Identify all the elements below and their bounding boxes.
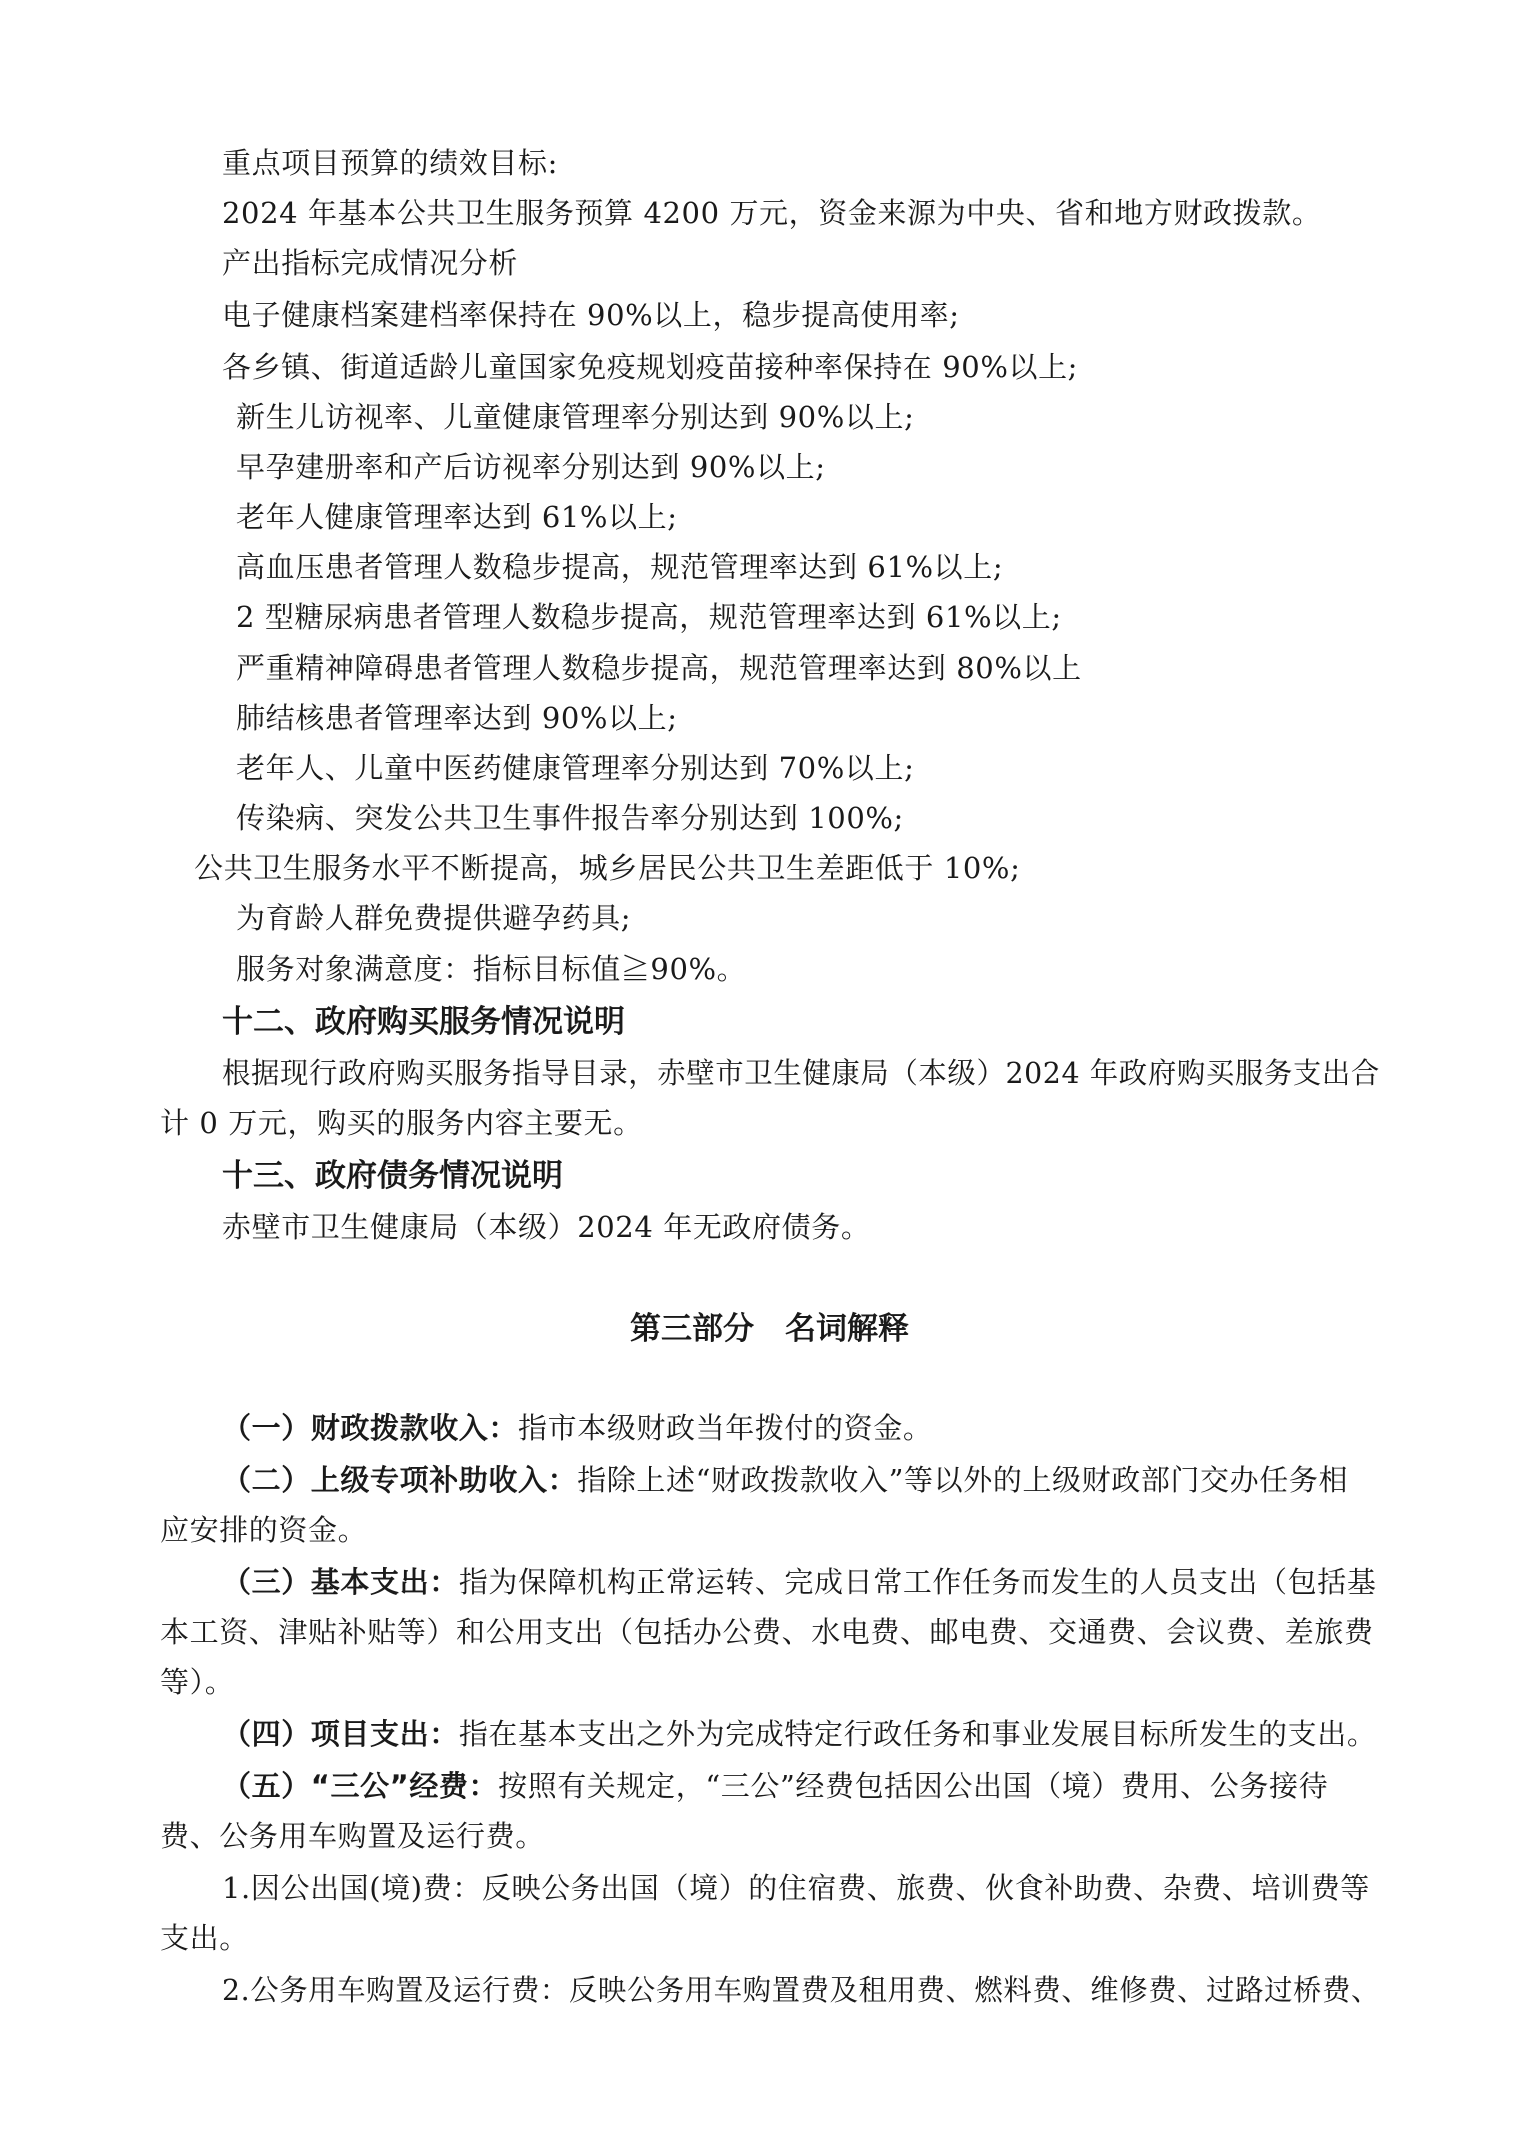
indicator-item: 严重精神障碍患者管理人数稳步提高，规范管理率达到 80%以上 (236, 651, 1082, 685)
term-definition: 指市本级财政当年拨付的资金。 (518, 1411, 933, 1445)
part-title: 第三部分 名词解释 (630, 1311, 909, 1347)
indicator-item: 老年人健康管理率达到 61%以上; (236, 500, 678, 534)
body-line: 等）。 (160, 1665, 235, 1699)
body-line: 费、公务用车购置及运行费。 (160, 1819, 545, 1853)
indicator-item: 各乡镇、街道适龄儿童国家免疫规划疫苗接种率保持在 90%以上; (222, 350, 1079, 384)
term-definition: 指除上述“财政拨款收入”等以外的上级财政部门交办任务相 (577, 1463, 1349, 1497)
term-label: （一）财政拨款收入： (222, 1411, 519, 1445)
indicator-item: 传染病、突发公共卫生事件报告率分别达到 100%; (236, 801, 904, 835)
output-analysis-title: 产出指标完成情况分析 (222, 246, 519, 280)
indicator-item: 肺结核患者管理率达到 90%以上; (236, 701, 678, 735)
budget-line: 2024 年基本公共卫生服务预算 4200 万元，资金来源为中央、省和地方财政拨款。 (222, 196, 1322, 230)
term-entry (222, 1460, 1348, 1500)
sub-entry: 1.因公出国(境)费：反映公务出国（境）的住宿费、旅费、伙食补助费、杂费、培训费等 (222, 1871, 1370, 1905)
indicator-item: 公共卫生服务水平不断提高，城乡居民公共卫生差距低于 10%; (194, 851, 1021, 885)
term-definition: 指为保障机构正常运转、完成日常工作任务而发生的人员支出（包括基 (458, 1565, 1377, 1599)
section-heading-12: 十二、政府购买服务情况说明 (222, 1004, 625, 1040)
indicator-item: 2 型糖尿病患者管理人数稳步提高，规范管理率达到 61%以上; (236, 600, 1062, 634)
indicator-item: 高血压患者管理人数稳步提高，规范管理率达到 61%以上; (236, 550, 1004, 584)
indicator-item: 服务对象满意度：指标目标值≧90%。 (236, 952, 747, 986)
term-entry (222, 1714, 1376, 1754)
body-line: 赤壁市卫生健康局（本级）2024 年无政府债务。 (222, 1210, 871, 1244)
body-line: 计 0 万元，购买的服务内容主要无。 (160, 1106, 643, 1140)
indicator-item: 为育龄人群免费提供避孕药具; (236, 901, 632, 935)
indicator-item: 老年人、儿童中医药健康管理率分别达到 70%以上; (236, 751, 915, 785)
term-label: （二）上级专项补助收入： (222, 1463, 578, 1497)
term-entry (222, 1766, 1328, 1806)
term-definition: 指在基本支出之外为完成特定行政任务和事业发展目标所发生的支出。 (458, 1717, 1377, 1751)
term-entry (222, 1408, 932, 1448)
term-entry (222, 1562, 1376, 1602)
indicator-item: 早孕建册率和产后访视率分别达到 90%以上; (236, 450, 826, 484)
section-heading-13: 十三、政府债务情况说明 (222, 1158, 563, 1194)
body-line: 本工资、津贴补贴等）和公用支出（包括办公费、水电费、邮电费、交通费、会议费、差旅费 (160, 1615, 1374, 1649)
term-label: （五）“三公”经费： (222, 1769, 499, 1803)
indicator-item: 新生儿访视率、儿童健康管理率分别达到 90%以上; (236, 400, 915, 434)
perf-goal-title: 重点项目预算的绩效目标: (222, 146, 558, 180)
body-line: 支出。 (160, 1921, 249, 1955)
term-label: （四）项目支出： (222, 1717, 459, 1751)
body-line: 应安排的资金。 (160, 1513, 368, 1547)
sub-entry: 2.公务用车购置及运行费：反映公务用车购置费及租用费、燃料费、维修费、过路过桥费、 (222, 1973, 1380, 2007)
term-label: （三）基本支出： (222, 1565, 459, 1599)
indicator-item: 电子健康档案建档率保持在 90%以上，稳步提高使用率; (222, 298, 960, 332)
body-line: 根据现行政府购买服务指导目录，赤壁市卫生健康局（本级）2024 年政府购买服务支出合 (222, 1056, 1380, 1090)
term-definition: 按照有关规定，“三公”经费包括因公出国（境）费用、公务接待 (498, 1769, 1329, 1803)
